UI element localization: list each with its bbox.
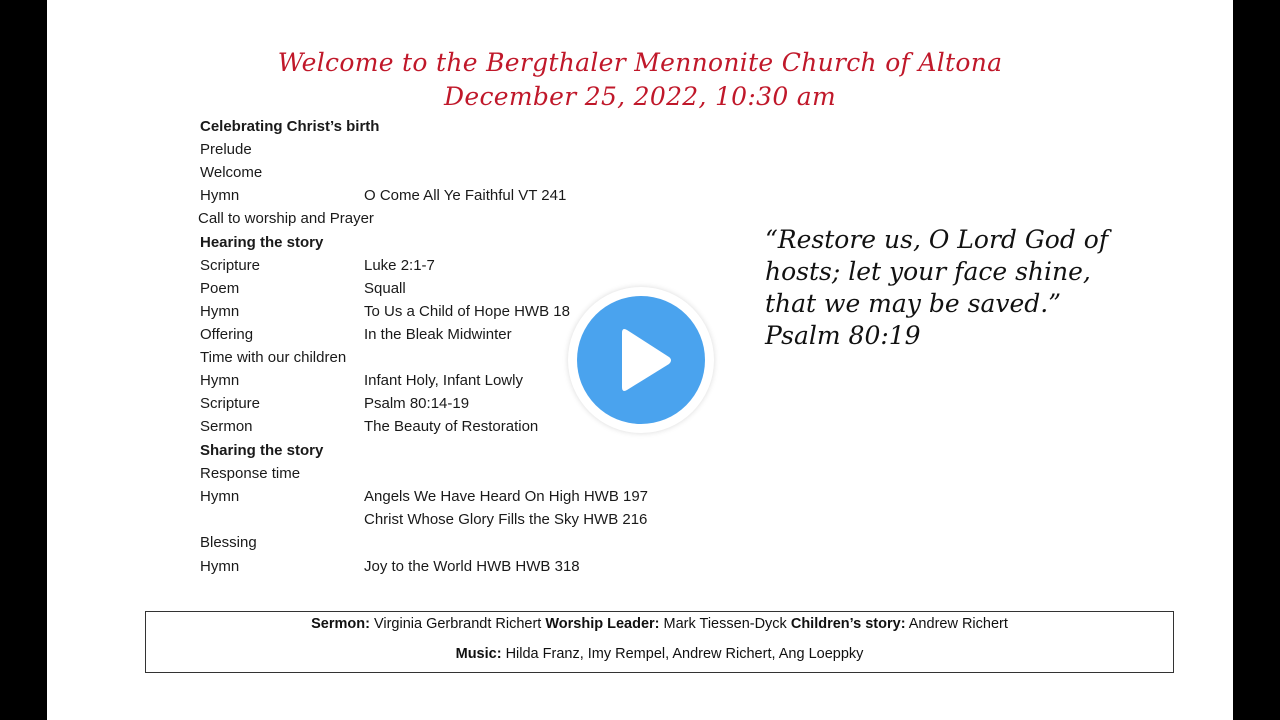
service-item-detail: Psalm 80:14-19	[364, 395, 470, 412]
service-item-label: Welcome	[200, 164, 263, 181]
service-item-label: Hymn	[200, 187, 240, 204]
service-item-detail: Joy to the World HWB HWB 318	[364, 558, 580, 575]
church-title: Welcome to the Bergthaler Mennonite Church of Altona	[277, 48, 1003, 77]
service-item-label: Hymn	[200, 372, 240, 389]
play-icon[interactable]	[568, 287, 714, 433]
service-item-detail: To Us a Child of Hope HWB 18	[364, 303, 570, 320]
service-item-label: Call to worship and Prayer	[198, 210, 374, 227]
service-item-detail: In the Bleak Midwinter	[364, 326, 512, 343]
play-button[interactable]	[568, 287, 714, 433]
service-item-label: Prelude	[200, 141, 252, 158]
quote-line: “Restore us, O Lord God of	[765, 225, 1109, 254]
service-item-label: Sermon	[200, 418, 253, 435]
service-item-label: Hymn	[200, 303, 240, 320]
service-item-detail: Luke 2:1-7	[364, 257, 435, 274]
service-date: December 25, 2022, 10:30 am	[444, 82, 836, 111]
sermon-label: Sermon:	[311, 616, 370, 632]
service-item-label: Sharing the story	[200, 442, 324, 459]
service-item-label: Hymn	[200, 558, 240, 575]
sermon-name: Virginia Gerbrandt Richert	[373, 616, 542, 632]
childrens-story-label: Children’s story:	[790, 616, 906, 632]
service-item-label: Poem	[200, 280, 240, 297]
service-item-label: Hearing the story	[200, 234, 324, 251]
service-item-label: Offering	[200, 326, 254, 343]
childrens-story-name: Andrew Richert	[908, 616, 1008, 632]
service-item-detail: Angels We Have Heard On High HWB 197	[364, 488, 649, 505]
music-label: Music:	[455, 646, 502, 662]
service-item-detail: Squall	[364, 280, 406, 297]
credits-line-1	[146, 616, 1173, 632]
service-item-label: Hymn	[200, 488, 240, 505]
service-item-detail: The Beauty of Restoration	[364, 418, 539, 435]
quote-line: hosts; let your face shine,	[765, 257, 1091, 286]
service-item-label: Scripture	[200, 257, 261, 274]
service-item-detail: Christ Whose Glory Fills the Sky HWB 216	[364, 511, 648, 528]
service-item-label: Time with our children	[200, 349, 347, 366]
service-item-label: Blessing	[200, 534, 257, 551]
quote-reference: Psalm 80:19	[765, 321, 921, 350]
service-item-detail: Infant Holy, Infant Lowly	[364, 372, 523, 389]
service-item-detail: O Come All Ye Faithful VT 241	[364, 187, 567, 204]
credits-line-2	[146, 646, 1173, 662]
credits-box	[145, 611, 1174, 673]
service-item-label: Scripture	[200, 395, 261, 412]
quote-line: that we may be saved.”	[765, 289, 1061, 318]
scripture-quote	[765, 224, 1125, 352]
worship-leader-label: Worship Leader:	[545, 616, 660, 632]
service-item-label: Celebrating Christ’s birth	[200, 118, 380, 135]
music-names: Hilda Franz, Imy Rempel, Andrew Richert, Ang Loeppky	[505, 646, 864, 662]
service-item-label: Response time	[200, 465, 301, 482]
worship-leader-name: Mark Tiessen-Dyck	[663, 616, 787, 632]
